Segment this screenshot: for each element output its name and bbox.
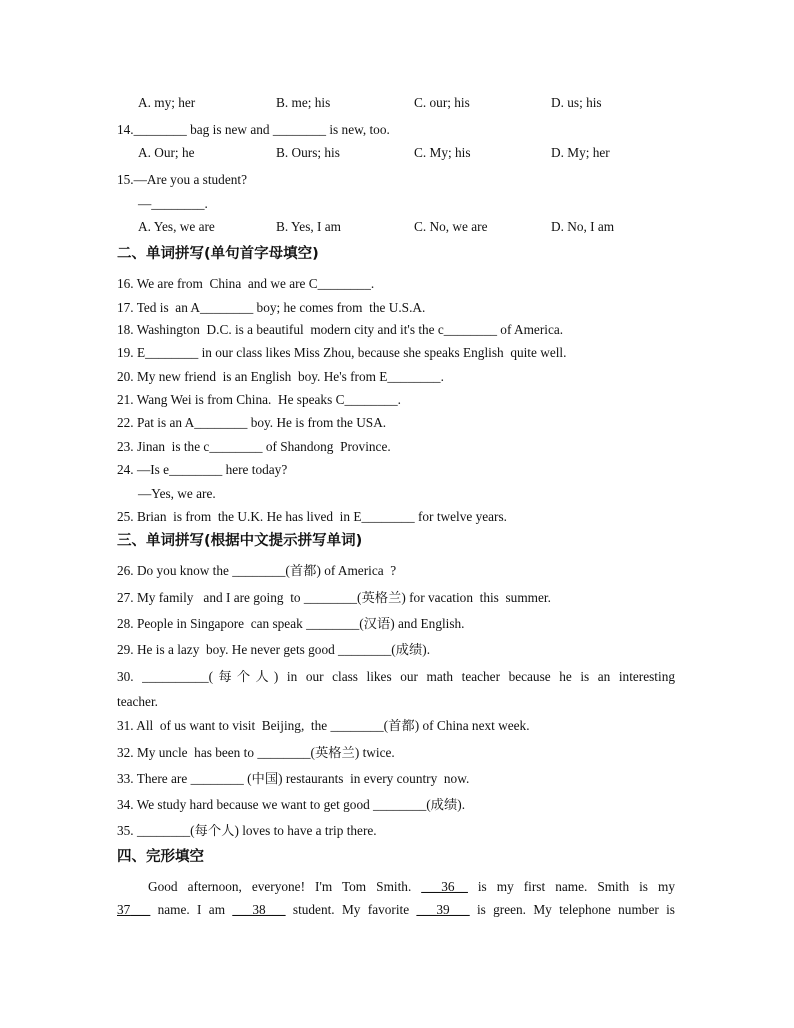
q14-option-d: D. My; her [551, 145, 610, 160]
question-24-reply: —Yes, we are. [138, 486, 216, 501]
cloze-blank-37-number: 37 [117, 902, 131, 917]
cloze-text: student. My favorite [285, 902, 417, 917]
cloze-text: Good afternoon, everyone! I'm Tom Smith. [148, 879, 422, 894]
question-27: 27. My family and I are going to ________(英格兰) for vacation this summer. [117, 590, 551, 605]
question-19: 19. E________ in our class likes Miss Zhou, because she speaks English quite well. [117, 345, 567, 360]
cloze-blank-36[interactable]: ___36__ [421, 879, 468, 894]
q15-option-a: A. Yes, we are [138, 219, 215, 234]
q15-stem: 15.—Are you a student? [117, 172, 247, 187]
question-29: 29. He is a lazy boy. He never gets good ________(成绩). [117, 642, 431, 657]
q13-option-c: C. our; his [414, 95, 470, 110]
question-30-continued: teacher. [117, 694, 158, 709]
question-22: 22. Pat is an A________ boy. He is from the USA. [117, 415, 387, 430]
q15-answer-line: —________. [138, 196, 208, 211]
cloze-blank-39[interactable]: ___39___ [416, 902, 470, 917]
question-26: 26. Do you know the ________(首都) of America ? [117, 563, 397, 578]
question-23: 23. Jinan is the c________ of Shandong Province. [117, 439, 391, 454]
cloze-blank-38[interactable]: ___38___ [232, 902, 286, 917]
q14-stem: 14.________ bag is new and ________ is new, too. [117, 122, 390, 137]
question-33: 33. There are ________ (中国) restaurants in every country now. [117, 771, 470, 786]
cloze-text: name. I am [150, 902, 233, 917]
cloze-text: is my first name. Smith is my [467, 879, 675, 894]
q13-option-b: B. me; his [276, 95, 331, 110]
q13-option-a: A. my; her [138, 95, 196, 110]
question-24: 24. —Is e________ here today? [117, 462, 288, 477]
question-25: 25. Brian is from the U.K. He has lived in E________ for twelve years. [117, 509, 507, 524]
question-16: 16. We are from China and we are C________. [117, 276, 375, 291]
cloze-paragraph-line-1 [117, 878, 675, 896]
cloze-blank-37-line: ___ [130, 902, 151, 917]
question-17: 17. Ted is an A________ boy; he comes from the U.S.A. [117, 300, 426, 315]
question-32: 32. My uncle has been to ________(英格兰) twice. [117, 745, 395, 760]
question-34: 34. We study hard because we want to get good ________(成绩). [117, 797, 466, 812]
q15-option-d: D. No, I am [551, 219, 615, 234]
section-3-heading: 三、单词拼写(根据中文提示拼写单词) [117, 533, 363, 549]
cloze-blank-37[interactable] [117, 902, 150, 917]
section-4-heading: 四、完形填空 [117, 849, 204, 865]
question-31: 31. All of us want to visit Beijing, the ________(首都) of China next week. [117, 718, 530, 733]
question-20: 20. My new friend is an English boy. He's from E________. [117, 369, 444, 384]
cloze-text: is green. My telephone number is [469, 902, 675, 917]
q13-option-d: D. us; his [551, 95, 602, 110]
q14-option-a: A. Our; he [138, 145, 195, 160]
question-28: 28. People in Singapore can speak ________(汉语) and English. [117, 616, 465, 631]
q15-option-c: C. No, we are [414, 219, 488, 234]
question-35: 35. ________(每个人) loves to have a trip there. [117, 823, 377, 838]
question-18: 18. Washington D.C. is a beautiful modern city and it's the c________ of America. [117, 322, 564, 337]
cloze-paragraph-line-2 [117, 901, 675, 919]
q14-option-b: B. Ours; his [276, 145, 340, 160]
section-2-heading: 二、单词拼写(单句首字母填空) [117, 246, 319, 262]
question-30: 30. __________(每个人) in our class likes our math teacher because he is an interesting [117, 669, 675, 684]
q15-option-b: B. Yes, I am [276, 219, 342, 234]
q14-option-c: C. My; his [414, 145, 471, 160]
question-21: 21. Wang Wei is from China. He speaks C________. [117, 392, 401, 407]
